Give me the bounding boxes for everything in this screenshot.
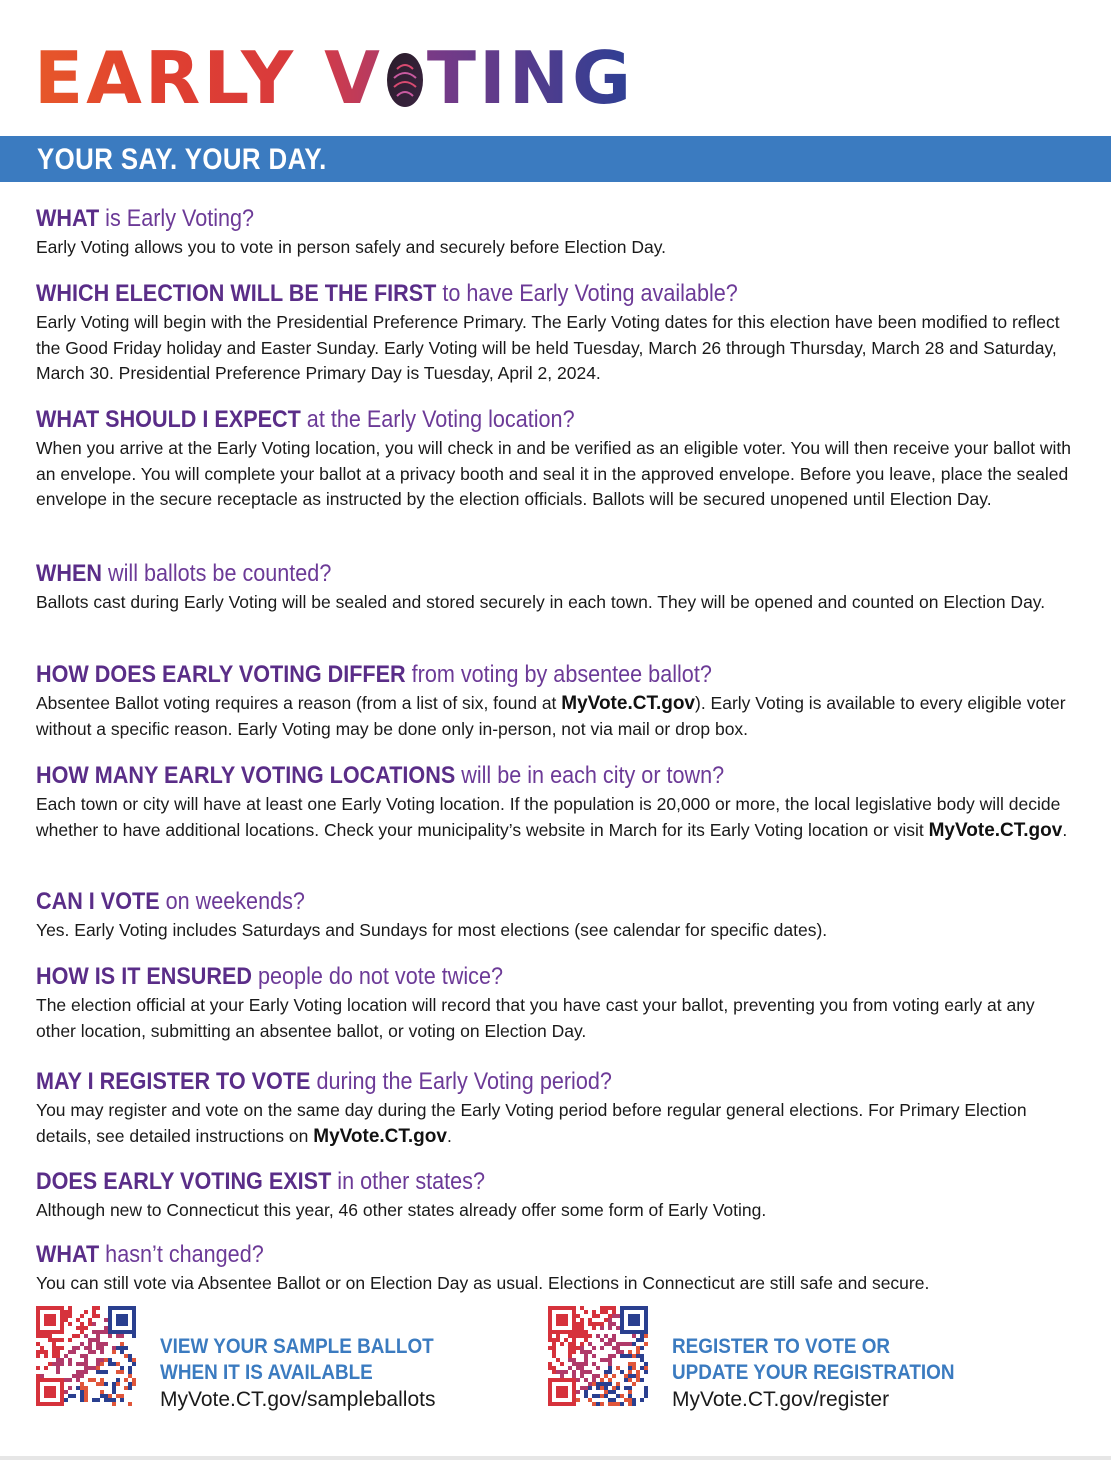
logo-letter-v: V [324, 36, 383, 120]
faq-answer-text: Yes. Early Voting includes Saturdays and Sundays for most elections (see calendar for specific dates). [36, 920, 828, 940]
faq-answer-text: When you arrive at the Early Voting location, you will check in and be verified as an eligible voter. You will then receive your ballot with an envelope. You will complete your ballot at a privacy booth and seal it in the approved envelope. Before you leave, place the sealed envelope in the secure receptacle as instructed by the election officials. Ballots will be secured unopened until Election Day. [36, 438, 1072, 509]
faq-answer [36, 1271, 1076, 1297]
faq-answer [36, 590, 1076, 616]
faq-answer [36, 1098, 1076, 1149]
faq-question [36, 1168, 972, 1196]
faq-answer-text: You may register and vote on the same day during the Early Voting period before regular general elections. For Primary Election details, see detailed instructions on [36, 1100, 1027, 1146]
faq-question-rest: hasn’t changed? [99, 1241, 264, 1268]
myvote-link[interactable]: MyVote.CT.gov [313, 1125, 447, 1147]
faq-question-keyword: WHICH ELECTION WILL BE THE FIRST [36, 280, 437, 307]
faq-answer-text: Early Voting allows you to vote in person safely and securely before Election Day. [36, 237, 667, 257]
myvote-link[interactable]: MyVote.CT.gov [561, 693, 695, 714]
sample-ballot-heading-line1: VIEW YOUR SAMPLE BALLOT [160, 1335, 434, 1358]
faq-section [36, 661, 1076, 742]
faq-answer-text: The election official at your Early Voting location will record that you have cast your ballot, preventing you from voting early at any other location, submitting an absentee ballot, or voting on Election Day. [36, 995, 1035, 1041]
faq-question-keyword: CAN I VOTE [36, 888, 160, 915]
register-heading-line1: REGISTER TO VOTE OR [672, 1335, 891, 1358]
faq-answer [36, 993, 1076, 1044]
faq-question-rest: from voting by absentee ballot? [405, 661, 712, 688]
faq-answer-text: Each town or city will have at least one Early Voting location. If the population is 20,000 or more, the local legislative body will decide whether to have additional locations. Check your municipality’s website in March for its Early Voting location or visit [36, 794, 1061, 840]
faq-question-rest: people do not vote twice? [252, 963, 503, 990]
register-heading-line2: UPDATE YOUR REGISTRATION [672, 1361, 955, 1384]
myvote-link[interactable]: MyVote.CT.gov [928, 819, 1063, 841]
faq-question-rest: at the Early Voting location? [300, 406, 575, 433]
faq-section [36, 888, 1076, 944]
sample-ballot-callout[interactable] [36, 1306, 516, 1410]
faq-section [36, 406, 1076, 513]
faq-answer [36, 436, 1076, 513]
faq-question-keyword: WHAT SHOULD I EXPECT [36, 406, 301, 433]
faq-question-keyword: WHAT [36, 1241, 100, 1268]
logo-word-early: EARLY [34, 36, 297, 120]
faq-question [36, 963, 972, 991]
faq-answer [36, 235, 1076, 261]
qr-code-icon [548, 1306, 648, 1406]
faq-answer-text: ). Early Voting is available to every eligible voter without a specific reason. Early Voting may be done only in-person, not via mail or drop box. [36, 693, 1066, 739]
faq-answer-text: . [1062, 819, 1068, 840]
faq-section [36, 963, 1076, 1044]
faq-answer [36, 310, 1076, 387]
faq-section [36, 1241, 1076, 1297]
faq-question [36, 1241, 972, 1269]
faq-question-rest: will ballots be counted? [101, 560, 332, 587]
faq-section [36, 280, 1076, 387]
faq-question-keyword: MAY I REGISTER TO VOTE [36, 1068, 311, 1095]
faq-question [36, 280, 972, 308]
faq-question-keyword: WHEN [36, 560, 102, 587]
faq-section [36, 762, 1076, 843]
faq-answer-text: Although new to Connecticut this year, 46 other states already offer some form of Early Voting. [36, 1200, 767, 1220]
faq-question-rest: during the Early Voting period? [310, 1068, 612, 1095]
faq-answer-text: . [446, 1125, 452, 1146]
faq-answer [36, 1198, 1076, 1224]
faq-answer-text: Early Voting will begin with the Presidential Preference Primary. The Early Voting dates for this election have been modified to reflect the Good Friday holiday and Easter Sunday. Early Voting will be held Tuesday, March 26 through Thursday, March 28 and Saturday, March 30. Presidential Preference Primary Day is Tuesday, April 2, 2024. [36, 312, 1060, 383]
faq-question [36, 560, 972, 588]
faq-question [36, 1068, 972, 1096]
inked-thumb-icon [385, 51, 425, 109]
faq-answer [36, 792, 1076, 843]
faq-question [36, 661, 972, 689]
faq-answer-text: You can still vote via Absentee Ballot or on Election Day as usual. Elections in Connecticut are still safe and secure. [36, 1273, 930, 1293]
faq-question-rest: on weekends? [159, 888, 305, 915]
faq-question-keyword: HOW IS IT ENSURED [36, 963, 253, 990]
qr-code-icon [36, 1306, 136, 1406]
faq-question [36, 888, 972, 916]
sample-ballot-heading-line2: WHEN IT IS AVAILABLE [160, 1361, 373, 1384]
faq-question [36, 205, 972, 233]
tagline: YOUR SAY. YOUR DAY. [37, 143, 327, 176]
faq-section [36, 205, 1076, 261]
faq-question [36, 406, 972, 434]
faq-answer [36, 691, 1076, 742]
faq-section [36, 1168, 1076, 1224]
faq-answer-text: Ballots cast during Early Voting will be sealed and stored securely in each town. They will be opened and counted on Election Day. [36, 592, 1046, 612]
faq-question [36, 762, 972, 790]
faq-answer [36, 918, 1076, 944]
faq-question-rest: will be in each city or town? [455, 762, 725, 789]
faq-question-rest: is Early Voting? [99, 205, 255, 232]
tagline-banner [0, 136, 1111, 182]
faq-question-keyword: HOW MANY EARLY VOTING LOCATIONS [36, 762, 456, 789]
faq-question-keyword: DOES EARLY VOTING EXIST [36, 1168, 332, 1195]
faq-answer-text: Absentee Ballot voting requires a reason (from a list of six, found at [36, 693, 562, 713]
faq-question-keyword: HOW DOES EARLY VOTING DIFFER [36, 661, 406, 688]
logo-word-ting: TING [426, 36, 635, 120]
register-link[interactable]: MyVote.CT.gov/register [672, 1388, 890, 1411]
sample-ballot-link[interactable]: MyVote.CT.gov/sampleballots [160, 1388, 436, 1411]
faq-question-keyword: WHAT [36, 205, 100, 232]
faq-question-rest: to have Early Voting available? [436, 280, 738, 307]
register-callout[interactable] [548, 1306, 1068, 1410]
faq-section [36, 560, 1076, 616]
faq-section [36, 1068, 1076, 1149]
early-voting-logo [34, 36, 635, 120]
faq-question-rest: in other states? [331, 1168, 485, 1195]
